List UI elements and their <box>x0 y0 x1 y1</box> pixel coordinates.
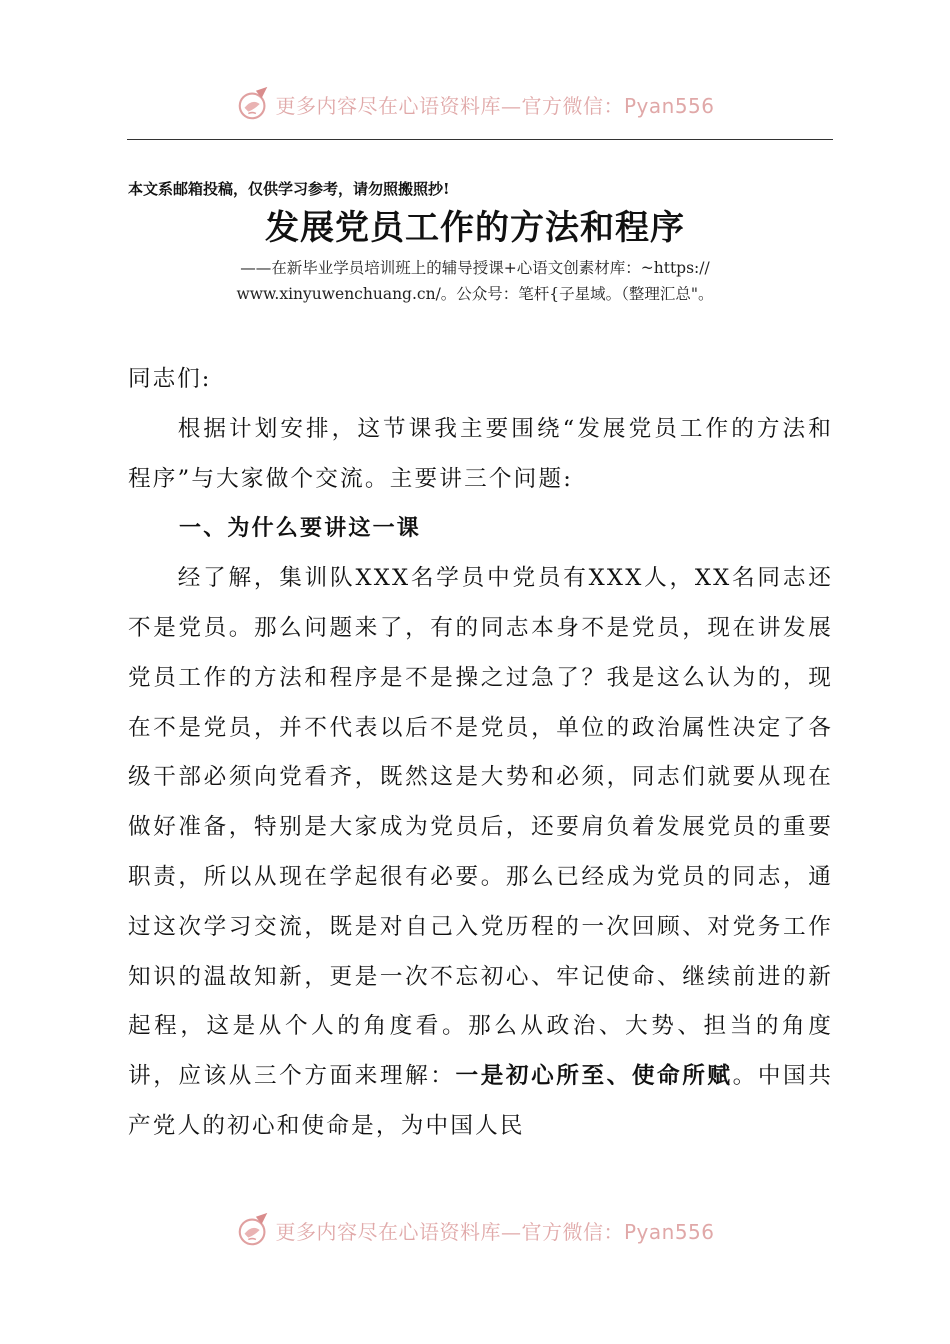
paragraph-1-bold: 一是初心所至、使命所赋 <box>455 1063 733 1090</box>
footer-wechat-id: Pyan556 <box>623 1219 715 1244</box>
subtitle-line-2: www.xinyuwenchuang.cn/。公众号：笔杆{子星域。（整理汇总"。 <box>236 285 714 303</box>
footer-logo-icon <box>235 1211 273 1249</box>
subtitle <box>0 255 950 307</box>
footer-banner-inner <box>235 1211 714 1249</box>
wechat-id: Pyan556 <box>623 93 715 118</box>
header-banner <box>0 82 950 126</box>
logo-icon <box>235 85 273 123</box>
footer-banner-text: 更多内容尽在心语资料库—官方微信：Pyan556 <box>275 1219 715 1244</box>
paragraph-intro: 根据计划安排，这节课我主要围绕“发展党员工作的方法和程序”与大家做个交流。主要讲三个问题: <box>128 415 833 492</box>
document-body <box>128 355 833 1152</box>
paragraph-1 <box>128 554 833 1152</box>
footer-banner <box>0 1208 950 1252</box>
greeting: 同志们: <box>128 366 212 392</box>
paragraph-1-text: 经了解，集训队XXX名学员中党员有XXX人，XX名同志还不是党员。那么问题来了，有的同志本身不是党员，现在讲发展党员工作的方法和程序是不是操之过急了？我是这么认为的，现在不是党员，并不代表以后不是党员，单位的政治属性决定了各级干部必须向党看齐，既然这是大势和必须，同志们就要从现在做好准备，特别是大家成为党员后，还要肩负着发展党员的重要职责，所以从现在学起很有必要。那么已经成为党员的同志，通过这次学习交流，既是对自己入党历程的一次回顾、对党务工作知识的温故知新，更是一次不忘初心、牢记使命、继续前进的新起程，这是从个人的角度看。那么从政治、大势、担当的角度讲，应该从三个方面来理解： <box>128 565 833 1090</box>
section-heading-1: 一、为什么要讲这一课 <box>179 516 422 542</box>
header-rule <box>127 139 833 140</box>
banner <box>235 85 714 123</box>
paragraph-1-tail: 。中国共产党人的初心和使命是，为中国人民 <box>128 1063 833 1139</box>
banner-text: 更多内容尽在心语资料库—官方微信：Pyan556 <box>275 93 715 118</box>
subtitle-line-1: ——在新毕业学员培训班上的辅导授课+心语文创素材库：~https:// <box>240 259 710 277</box>
page-title: 发展党员工作的方法和程序 <box>265 208 685 248</box>
notice-text: 本文系邮箱投稿，仅供学习参考，请勿照搬照抄! <box>128 180 450 198</box>
